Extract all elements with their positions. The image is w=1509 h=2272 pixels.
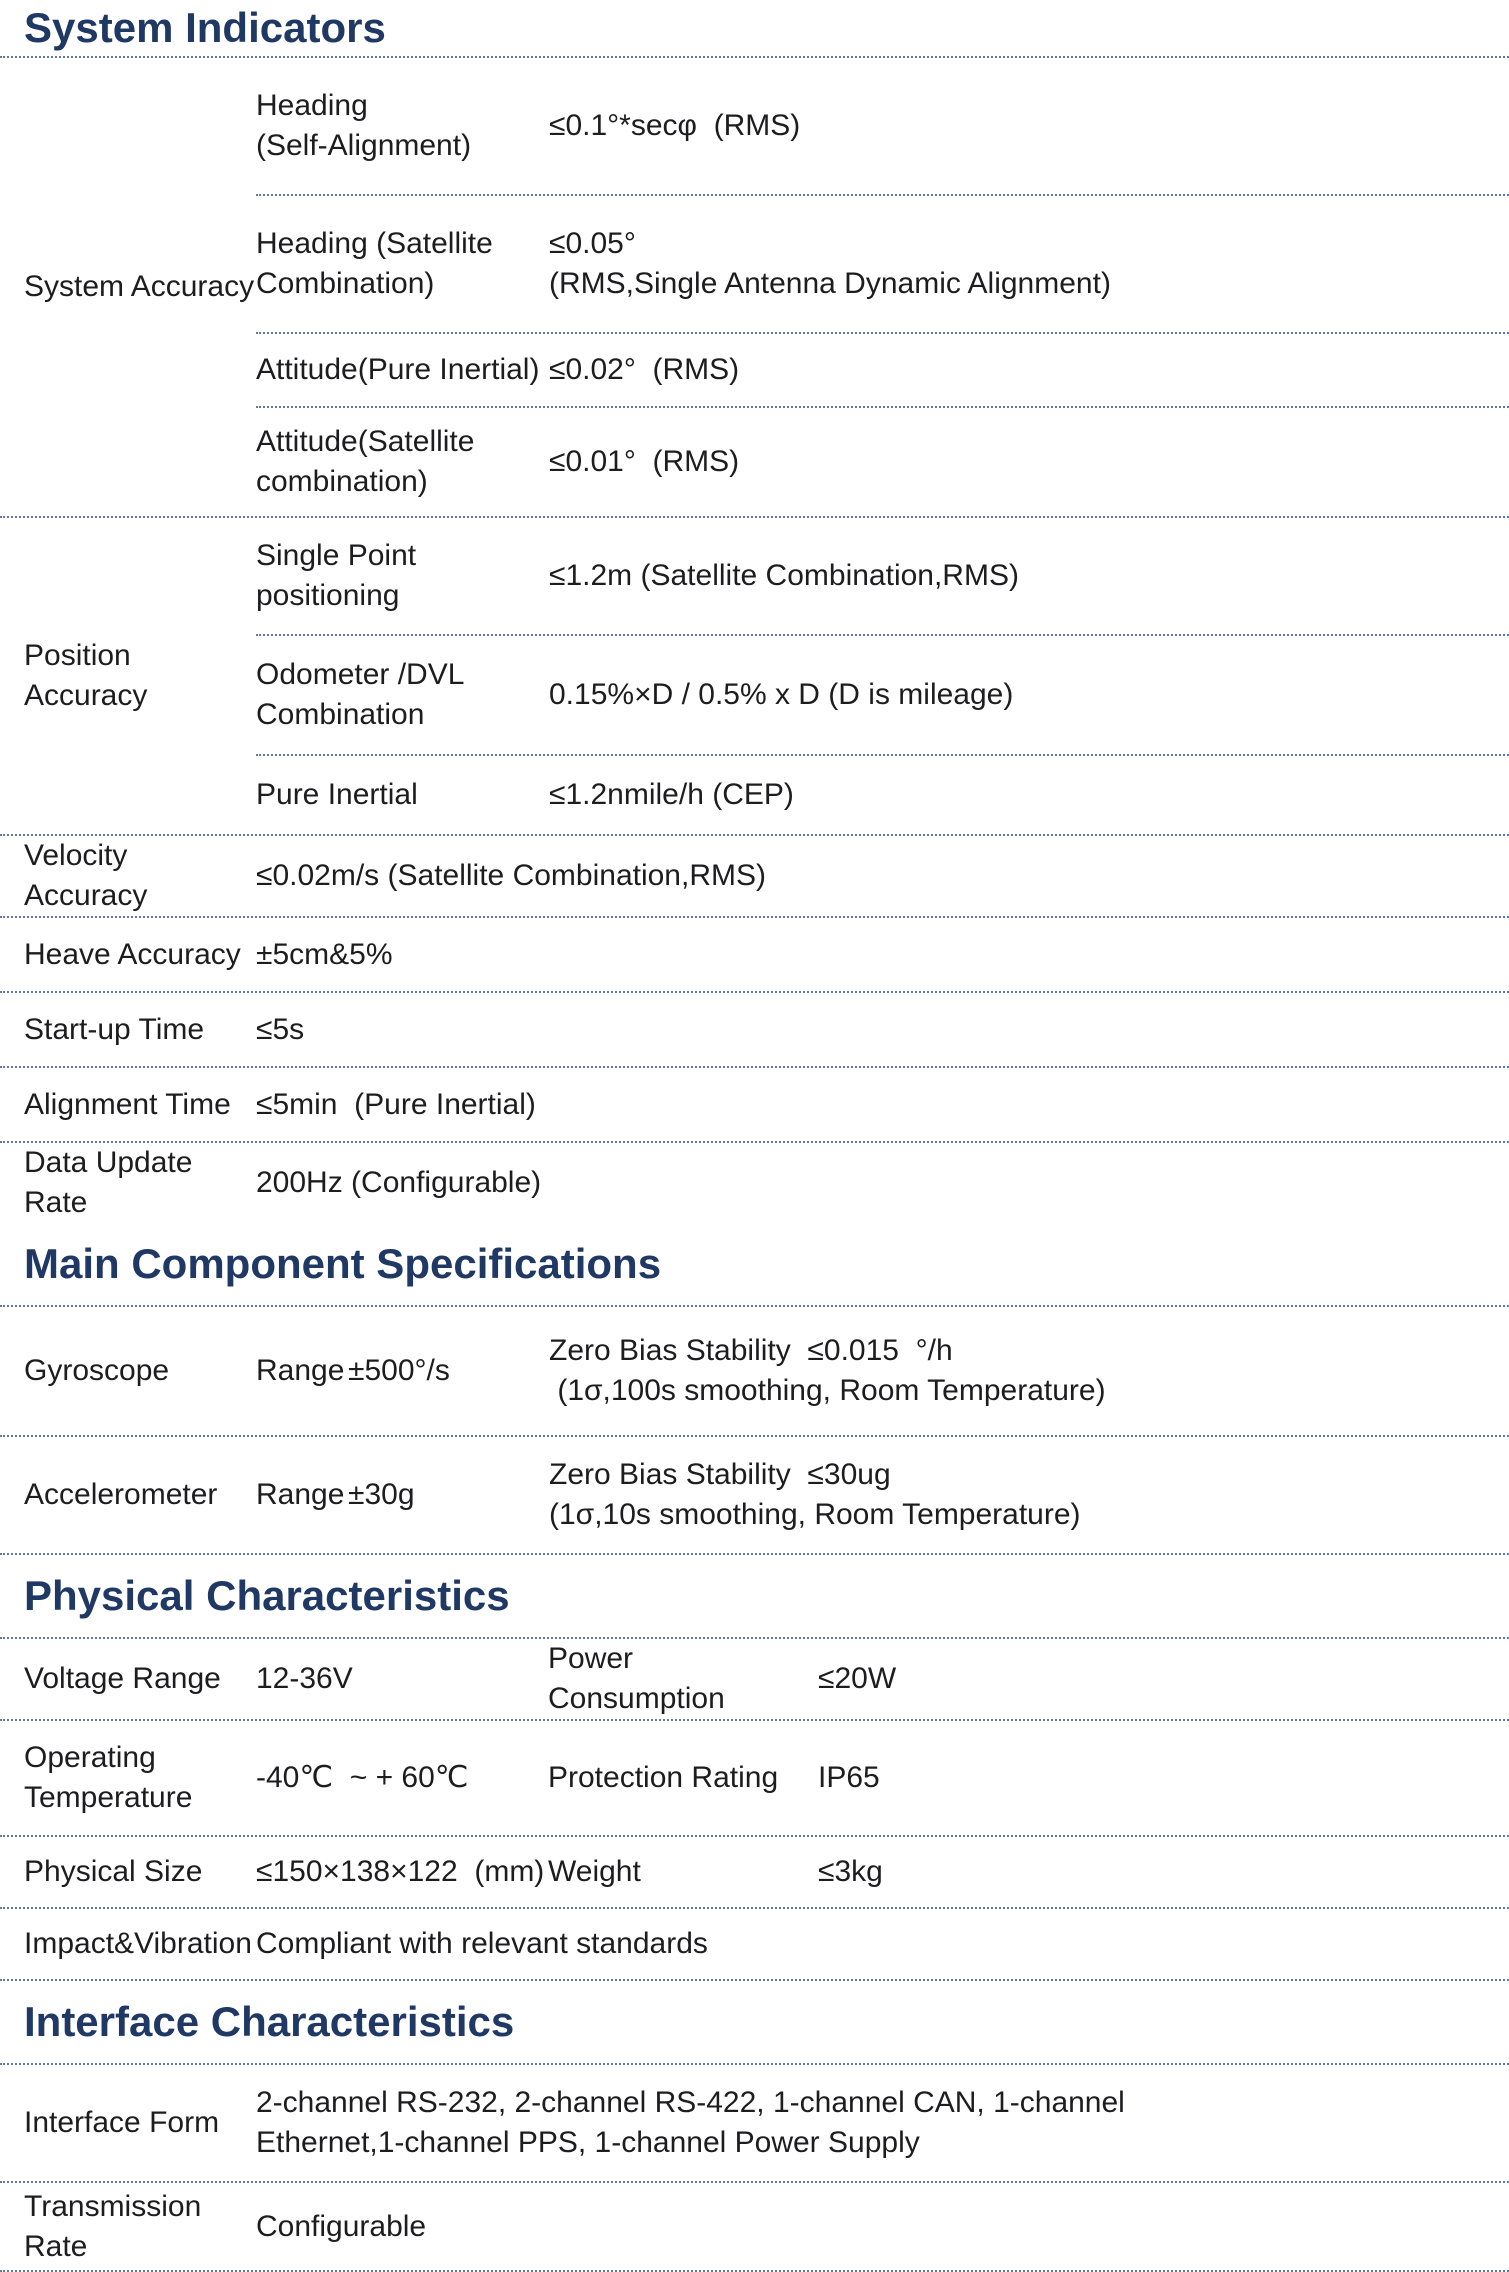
- table-row: [0, 1307, 1509, 1435]
- component-label: Gyroscope: [24, 1354, 170, 1387]
- section-title-main-component-specifications: Main Component Specifications: [24, 1240, 662, 1287]
- range-label: Range: [256, 1354, 345, 1387]
- value-line: Ethernet,1-channel PPS, 1-channel Power Supply: [256, 2126, 920, 2159]
- row-value: IP65: [818, 1761, 880, 1794]
- table-row: [256, 58, 1509, 194]
- row-value: ≤20W: [818, 1662, 897, 1695]
- row-label: Interface Form: [24, 2106, 220, 2139]
- value-line: ≤0.01° (RMS): [549, 445, 740, 478]
- row-value: ±5cm&5%: [256, 937, 393, 971]
- row-label: Power Consumption: [548, 1642, 725, 1715]
- component-label: Accelerometer: [24, 1478, 218, 1511]
- row-value: 12-36V: [256, 1662, 353, 1695]
- table-row: [0, 1909, 1509, 1979]
- position-accuracy-label: Position Accuracy: [24, 639, 148, 712]
- table-row: [0, 836, 1509, 916]
- value-line: ≤0.05°: [549, 227, 636, 260]
- row-label: Velocity Accuracy: [24, 839, 148, 912]
- table-row: [256, 408, 1509, 516]
- row-value: ≤3kg: [818, 1855, 883, 1888]
- position-accuracy-group: [0, 518, 1509, 834]
- table-row: [256, 518, 1509, 634]
- row-label: Transmission Rate: [24, 2189, 210, 2263]
- range-value: ±30g: [348, 1478, 415, 1511]
- table-row: [0, 1437, 1509, 1553]
- row-value: -40℃ ~ + 60℃: [256, 1761, 469, 1794]
- value-line: (1σ,10s smoothing, Room Temperature): [549, 1498, 1081, 1531]
- section-title-physical-characteristics: Physical Characteristics: [24, 1572, 510, 1619]
- row-label: Data Update Rate: [24, 1146, 201, 1219]
- row-value: ≤0.02m/s (Satellite Combination,RMS): [256, 859, 766, 892]
- row-value: ≤5min (Pure Inertial): [256, 1087, 536, 1121]
- table-row: [0, 1721, 1509, 1835]
- table-row: [0, 1143, 1509, 1223]
- range-label: Range: [256, 1478, 345, 1511]
- row-label: Heave Accuracy: [24, 937, 241, 971]
- param-line: Heading (Satellite: [256, 227, 493, 260]
- table-row: [0, 2065, 1509, 2181]
- param-line: Single Point: [256, 539, 417, 572]
- row-value: ≤150×138×122 (mm): [256, 1855, 545, 1888]
- param-line: Heading: [256, 89, 368, 122]
- row-value: Compliant with relevant standards: [256, 1927, 708, 1960]
- value-line: ≤0.1°*secφ (RMS): [549, 109, 801, 142]
- system-accuracy-label: System Accuracy: [24, 270, 255, 303]
- label-line: Temperature: [24, 1781, 193, 1814]
- table-row: [256, 756, 1509, 834]
- row-value: ≤5s: [256, 1012, 305, 1046]
- system-accuracy-group: [0, 58, 1509, 516]
- value-line: ≤1.2nmile/h (CEP): [549, 778, 794, 811]
- param-line: positioning: [256, 579, 400, 612]
- section-title-system-indicators: System Indicators: [24, 4, 386, 51]
- param-line: Pure Inertial: [256, 778, 418, 811]
- param-line: (Self-Alignment): [256, 129, 472, 162]
- param-line: Odometer /DVL: [256, 658, 465, 691]
- value-line: (RMS,Single Antenna Dynamic Alignment): [549, 267, 1111, 300]
- value-line: Zero Bias Stability ≤30ug: [549, 1458, 891, 1491]
- value-line: ≤1.2m (Satellite Combination,RMS): [549, 559, 1019, 592]
- table-row: [0, 993, 1509, 1066]
- row-label: Voltage Range: [24, 1662, 221, 1695]
- table-row: [256, 636, 1509, 754]
- row-value: 200Hz (Configurable): [256, 1166, 542, 1199]
- value-line: (1σ,100s smoothing, Room Temperature): [549, 1374, 1106, 1407]
- value-line: 0.15%×D / 0.5% x D (D is mileage): [549, 678, 1014, 711]
- row-label: Start-up Time: [24, 1012, 205, 1046]
- row-label: Impact&Vibration: [24, 1927, 252, 1960]
- table-row: [256, 334, 1509, 406]
- value-line: ≤0.02° (RMS): [549, 353, 740, 386]
- table-row: [0, 1837, 1509, 1907]
- table-row: [0, 918, 1509, 991]
- row-label: Weight: [548, 1855, 641, 1888]
- table-row: [0, 1639, 1509, 1719]
- row-label: Alignment Time: [24, 1087, 231, 1121]
- label-line: Operating: [24, 1741, 156, 1774]
- param-line: Attitude(Pure Inertial): [256, 353, 540, 386]
- param-line: Attitude(Satellite: [256, 425, 475, 458]
- value-line: Zero Bias Stability ≤0.015 °/h: [549, 1334, 953, 1367]
- section-title-interface-characteristics: Interface Characteristics: [24, 1998, 515, 2045]
- param-line: combination): [256, 465, 428, 498]
- param-line: Combination: [256, 698, 425, 731]
- row-label: Protection Rating: [548, 1761, 779, 1794]
- row-value: Configurable: [256, 2209, 427, 2243]
- table-row: [0, 1068, 1509, 1141]
- row-label: Physical Size: [24, 1855, 203, 1888]
- table-row: [256, 196, 1509, 332]
- range-value: ±500°/s: [348, 1354, 450, 1387]
- param-line: Combination): [256, 267, 435, 300]
- value-line: 2-channel RS-232, 2-channel RS-422, 1-channel CAN, 1-channel: [256, 2086, 1125, 2119]
